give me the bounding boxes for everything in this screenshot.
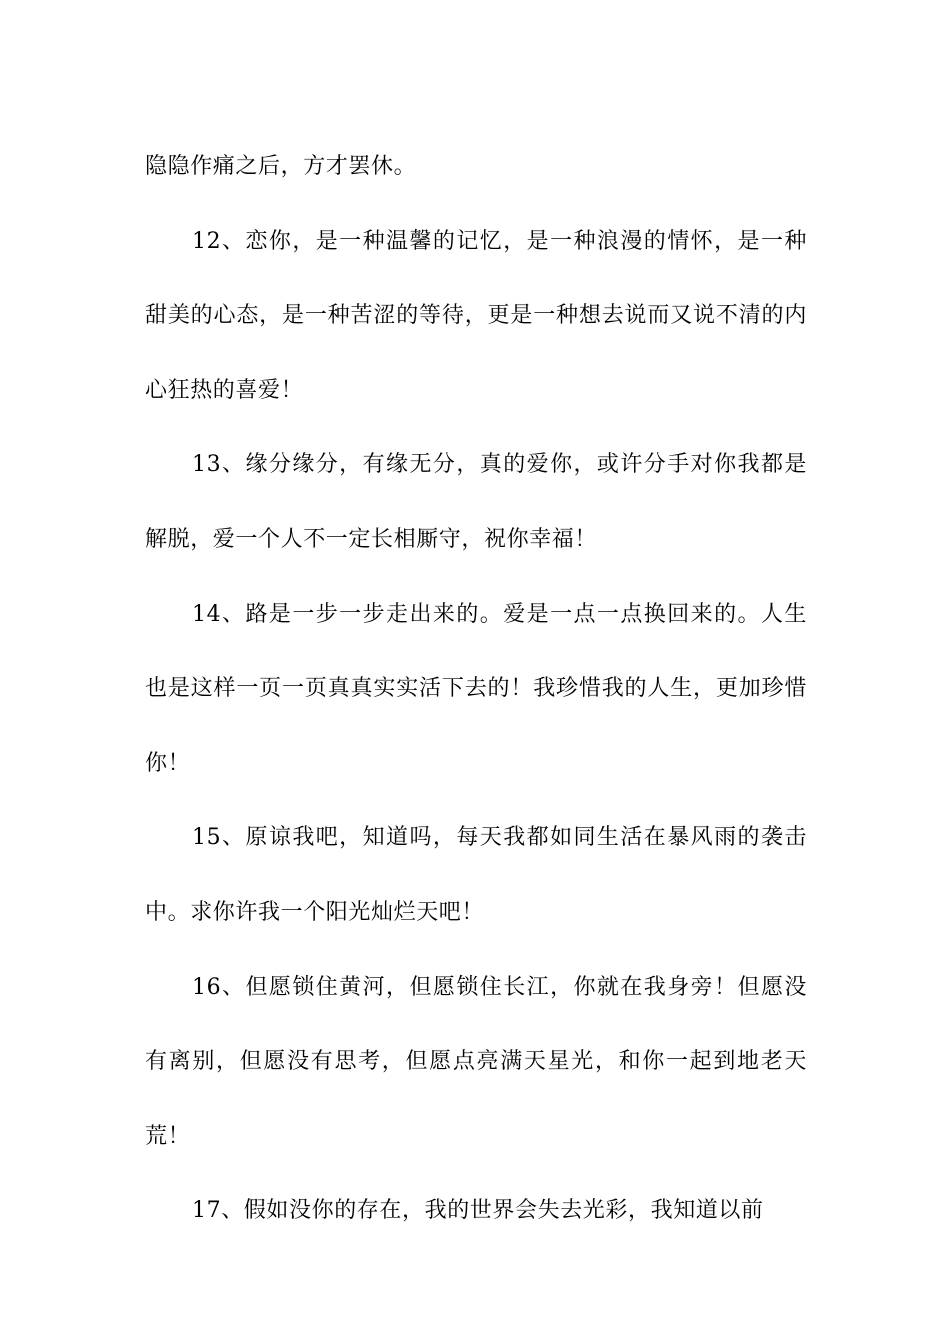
paragraph-16: 16、但愿锁住黄河，但愿锁住长江，你就在我身旁！但愿没有离别，但愿没有思考，但愿点亮满天星光，和你一起到地老天荒！: [145, 974, 807, 1149]
paragraph-15: 15、原谅我吧，知道吗，每天我都如同生活在暴风雨的袭击中。求你许我一个阳光灿烂天吧！: [145, 825, 807, 925]
paragraph-11-continuation: 隐隐作痛之后，方才罢休。: [145, 154, 417, 179]
paragraph-14: 14、路是一步一步走出来的。爱是一点一点换回来的。人生也是这样一页一页真真实实活下去的！我珍惜我的人生，更加珍惜你！: [145, 601, 807, 776]
document-body: [145, 130, 807, 1249]
paragraph-13: 13、缘分缘分，有缘无分，真的爱你，或许分手对你我都是解脱，爱一个人不一定长相厮守，祝你幸福！: [145, 452, 807, 552]
paragraph-12: 12、恋你，是一种温馨的记忆，是一种浪漫的情怀，是一种甜美的心态，是一种苦涩的等待，更是一种想去说而又说不清的内心狂热的喜爱！: [145, 228, 807, 403]
paragraph-17-start: 17、假如没你的存在，我的世界会失去光彩，我知道以前: [192, 1198, 764, 1224]
